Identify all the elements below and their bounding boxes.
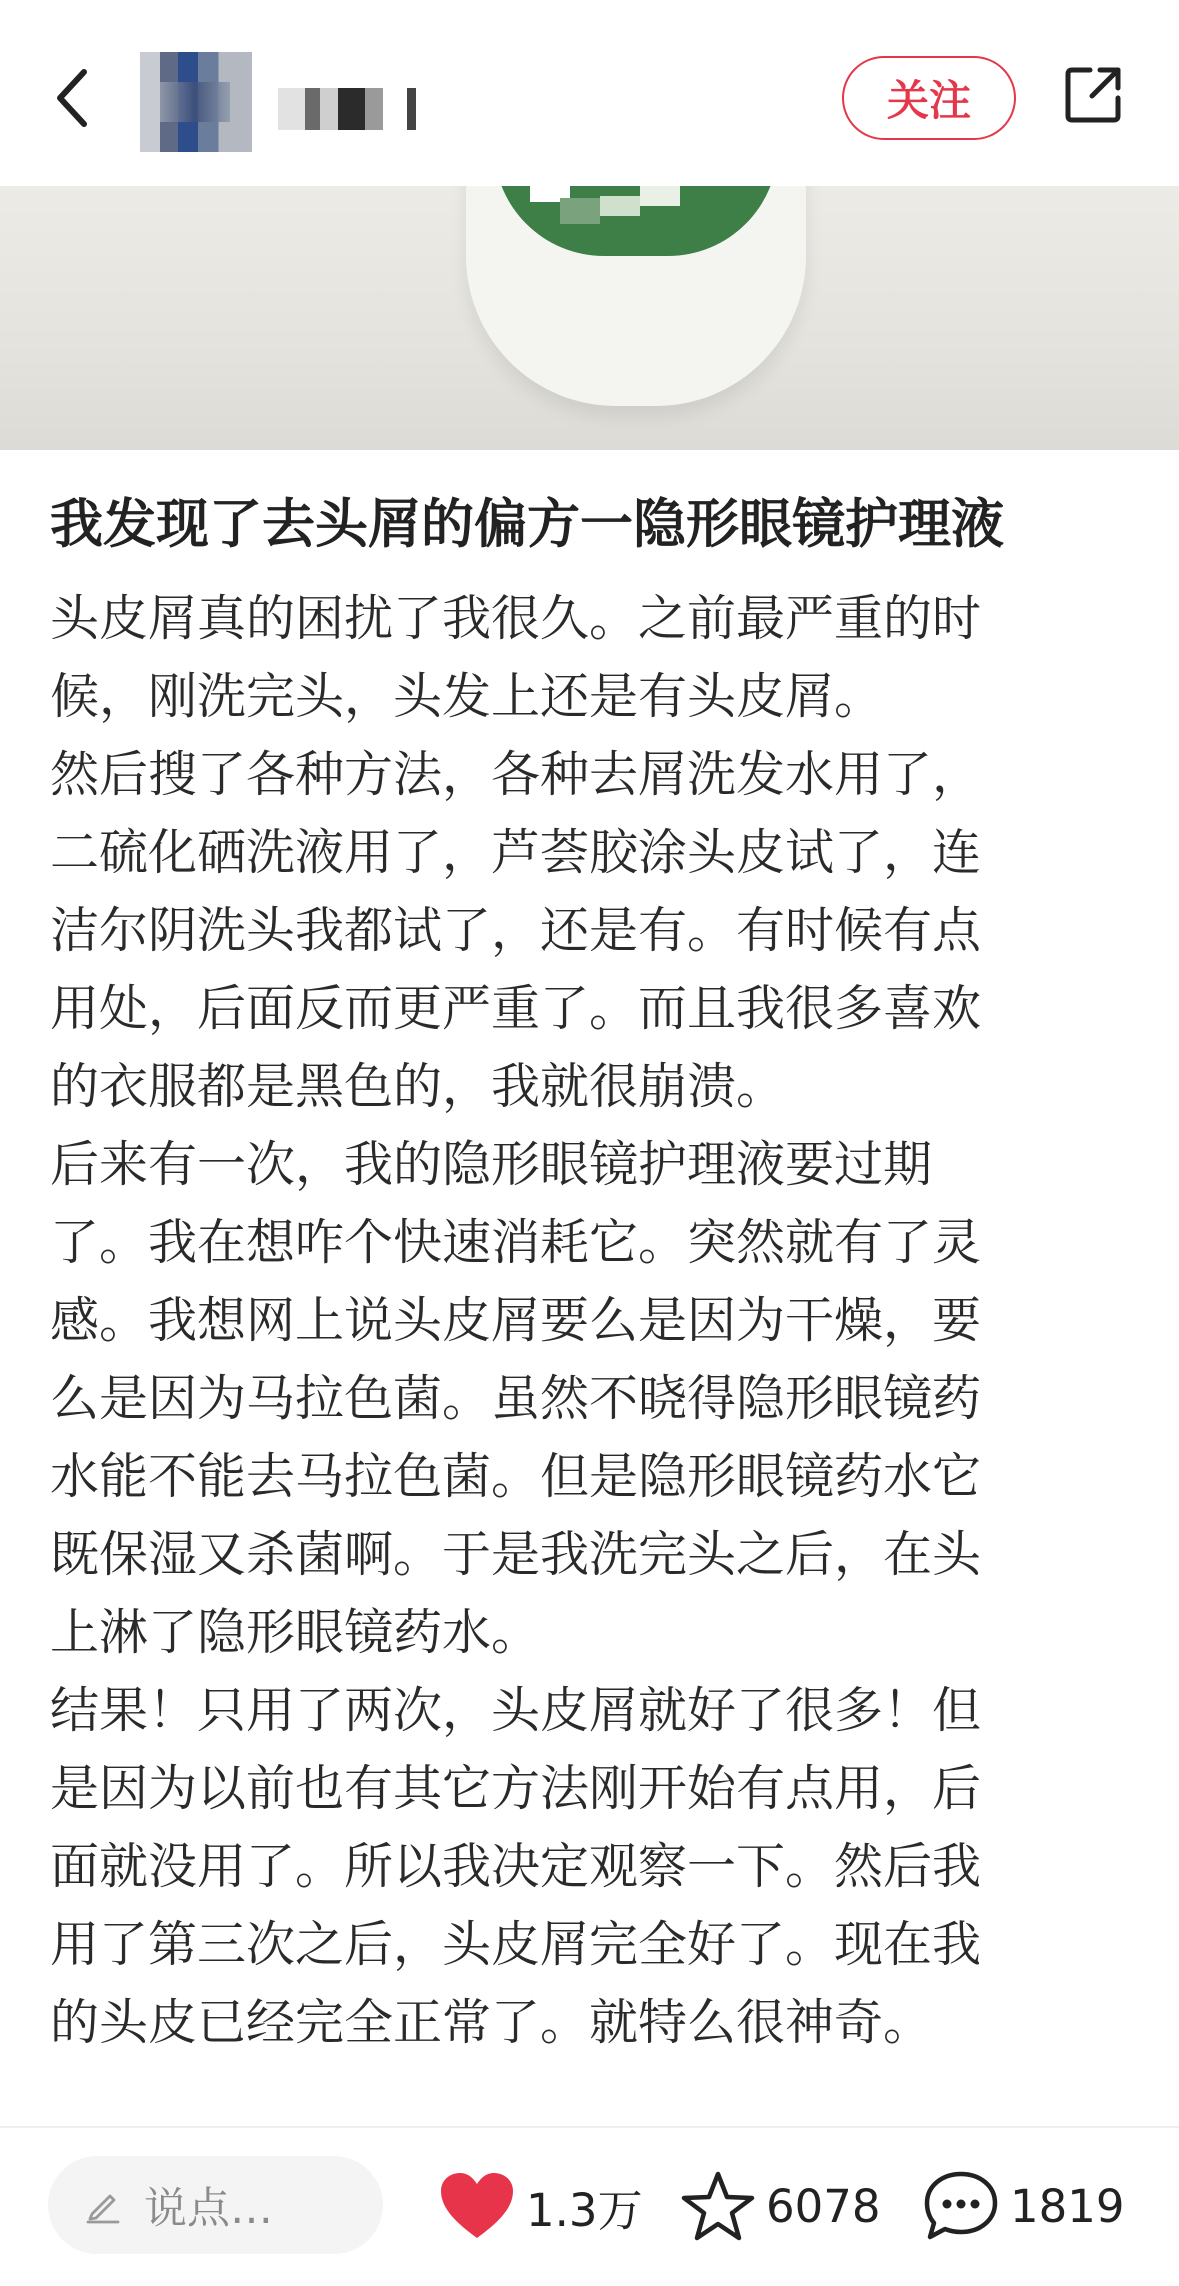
favorite-button[interactable] [680,2166,881,2246]
body-line: 了。我在想咋个快速消耗它。突然就有了灵 [50,1214,982,1271]
comment-button[interactable] [922,2166,1125,2246]
body-line: 结果！只用了两次，头皮屑就好了很多！但 [50,1682,982,1739]
avatar[interactable] [140,52,252,152]
post-title: 我发现了去头屑的偏方一隐形眼镜护理液 [50,494,1004,555]
body-line: 二硫化硒洗液用了，芦荟胶涂头皮试了，连 [50,824,982,881]
author-name-pixelated[interactable] [278,88,428,130]
body-line: 洁尔阴洗头我都试了，还是有。有时候有点 [50,902,982,959]
body-line: 用处，后面反而更严重了。而且我很多喜欢 [50,980,982,1037]
body-line: 么是因为马拉色菌。虽然不晓得隐形眼镜药 [50,1370,982,1427]
body-line: 水能不能去马拉色菌。但是隐形眼镜药水它 [50,1448,982,1505]
bottom-action-bar [0,2128,1179,2286]
pixelation-block [560,198,600,224]
top-bar [0,0,1179,186]
body-line: 头皮屑真的困扰了我很久。之前最严重的时 [50,590,982,647]
pixelation-block [640,186,680,206]
favorite-count: 6078 [766,2179,881,2233]
like-count: 1.3万 [526,2183,643,2237]
body-line: 然后搜了各种方法，各种去屑洗发水用了， [50,746,982,803]
body-line: 用了第三次之后，头皮屑完全好了。现在我 [50,1916,982,1973]
follow-button[interactable]: 关注 [842,56,1016,140]
body-line: 的衣服都是黑色的，我就很崩溃。 [50,1058,786,1115]
bottle-image [466,186,806,406]
body-line: 后来有一次，我的隐形眼镜护理液要过期 [50,1136,933,1193]
chevron-left-icon[interactable] [50,58,100,138]
star-icon [680,2169,756,2243]
body-line: 既保湿又杀菌啊。于是我洗完头之后，在头 [50,1526,982,1583]
comment-input[interactable] [48,2156,383,2254]
pixelation-block [600,196,640,216]
comment-bubble-icon [922,2169,1000,2243]
body-line: 是因为以前也有其它方法刚开始有点用，后 [50,1760,982,1817]
body-line: 面就没用了。所以我决定观察一下。然后我 [50,1838,982,1895]
post-body [50,580,1140,2062]
post-image[interactable] [0,186,1179,450]
comment-count: 1819 [1010,2179,1125,2233]
body-line: 上淋了隐形眼镜药水。 [50,1604,541,1661]
comment-placeholder: 说点… [144,2183,273,2234]
body-line: 感。我想网上说头皮屑要么是因为干燥，要 [50,1292,982,1349]
pencil-icon [84,2186,122,2224]
share-icon[interactable] [1062,64,1124,126]
like-button[interactable] [438,2166,643,2246]
body-line: 候，刚洗完头，头发上还是有头皮屑。 [50,668,884,725]
body-line: 的头皮已经完全正常了。就特么很神奇。 [50,1994,933,2051]
heart-icon [438,2170,516,2242]
